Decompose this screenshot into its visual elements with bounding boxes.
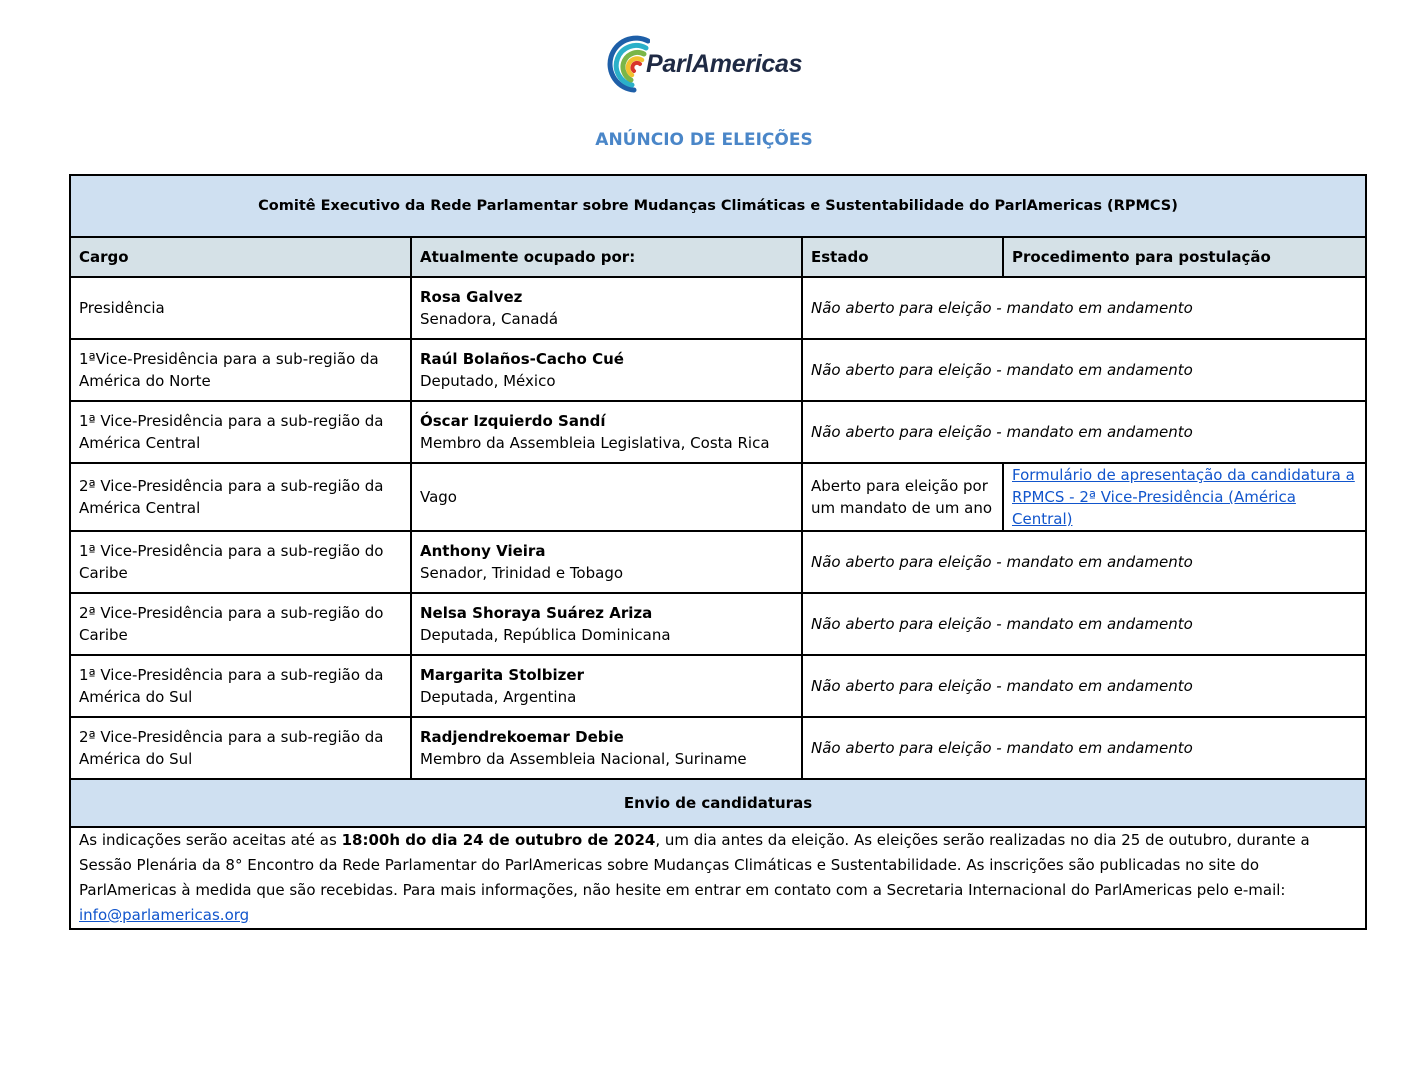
holder-name: Raúl Bolaños-Cacho Cué xyxy=(420,350,624,368)
status-cell: Não aberto para eleição - mandato em andamento xyxy=(802,531,1366,593)
cargo-cell: 1ªVice-Presidência para a sub-região da América do Norte xyxy=(70,339,411,401)
table-row xyxy=(70,717,1366,779)
status-cell: Não aberto para eleição - mandato em andamento xyxy=(802,655,1366,717)
cargo-cell: Presidência xyxy=(70,277,411,339)
holder-name: Anthony Vieira xyxy=(420,542,546,560)
holder-name: Nelsa Shoraya Suárez Ariza xyxy=(420,604,653,622)
table-row xyxy=(70,277,1366,339)
holder-cell xyxy=(411,531,802,593)
table-row xyxy=(70,463,1366,531)
table-row xyxy=(70,531,1366,593)
estado-cell: Aberto para eleição por um mandato de um ano xyxy=(802,463,1003,531)
holder-cell xyxy=(411,655,802,717)
status-cell: Não aberto para eleição - mandato em andamento xyxy=(802,717,1366,779)
submissions-notes xyxy=(70,827,1366,929)
notes-text-2: , um dia antes da eleição. As eleições serão realizadas no dia 25 de outubro, durante a Sessão Plenária da 8° Encontro da Rede Parlamentar do ParlAmericas sobre Mudanças Climáticas e Sustentabilidade. As inscrições são publicadas no site do ParlAmericas à medida que são recebidas. Para mais informações, não hesite em entrar em contato com a Secretaria Internacional do ParlAmericas pelo e-mail: xyxy=(79,831,1310,899)
holder-detail: Deputada, Argentina xyxy=(420,688,577,706)
holder-detail: Deputada, República Dominicana xyxy=(420,626,671,644)
holder-name: Rosa Galvez xyxy=(420,288,523,306)
page-title: ANÚNCIO DE ELEIÇÕES xyxy=(595,130,813,150)
status-cell: Não aberto para eleição - mandato em andamento xyxy=(802,277,1366,339)
cargo-cell: 2ª Vice-Presidência para a sub-região do Caribe xyxy=(70,593,411,655)
holder-detail: Membro da Assembleia Nacional, Suriname xyxy=(420,750,747,768)
table-row xyxy=(70,401,1366,463)
submissions-header-row xyxy=(70,779,1366,827)
header-cargo: Cargo xyxy=(70,237,411,277)
holder-name: Margarita Stolbizer xyxy=(420,666,584,684)
holder-name: Radjendrekoemar Debie xyxy=(420,728,624,746)
notes-text-1: As indicações serão aceitas até as xyxy=(79,831,342,849)
submissions-title: Envio de candidaturas xyxy=(70,779,1366,827)
table-row xyxy=(70,339,1366,401)
holder-cell xyxy=(411,717,802,779)
candidacy-form-link[interactable]: Formulário de apresentação da candidatura a RPMCS - 2ª Vice-Presidência (América Central) xyxy=(1012,466,1355,528)
cargo-cell: 2ª Vice-Presidência para a sub-região da América Central xyxy=(70,463,411,531)
cargo-cell: 2ª Vice-Presidência para a sub-região da América do Sul xyxy=(70,717,411,779)
parlamericas-logo xyxy=(600,32,802,96)
table-row xyxy=(70,593,1366,655)
contact-email-link[interactable]: info@parlamericas.org xyxy=(79,906,250,924)
holder-cell xyxy=(411,277,802,339)
table-caption: Comitê Executivo da Rede Parlamentar sobre Mudanças Climáticas e Sustentabilidade do ParlAmericas (RPMCS) xyxy=(70,175,1366,237)
cargo-cell: 1ª Vice-Presidência para a sub-região da América do Sul xyxy=(70,655,411,717)
table-caption-row xyxy=(70,175,1366,237)
holder-detail: Senador, Trinidad e Tobago xyxy=(420,564,624,582)
holder-cell xyxy=(411,401,802,463)
header-ocupado: Atualmente ocupado por: xyxy=(411,237,802,277)
holder-detail: Membro da Assembleia Legislativa, Costa Rica xyxy=(420,434,770,452)
holder-name: Óscar Izquierdo Sandí xyxy=(420,412,606,430)
holder-cell xyxy=(411,339,802,401)
notes-deadline: 18:00h do dia 24 de outubro de 2024 xyxy=(341,831,656,849)
holder-detail: Senadora, Canadá xyxy=(420,310,559,328)
logo-wordmark: ParlAmericas xyxy=(646,49,803,78)
status-cell: Não aberto para eleição - mandato em andamento xyxy=(802,339,1366,401)
status-cell: Não aberto para eleição - mandato em andamento xyxy=(802,401,1366,463)
holder-detail: Vago xyxy=(420,488,457,506)
procedimento-cell xyxy=(1003,463,1366,531)
status-cell: Não aberto para eleição - mandato em andamento xyxy=(802,593,1366,655)
cargo-cell: 1ª Vice-Presidência para a sub-região da América Central xyxy=(70,401,411,463)
header-procedimento: Procedimento para postulação xyxy=(1003,237,1366,277)
holder-cell xyxy=(411,463,802,531)
submissions-notes-row xyxy=(70,827,1366,929)
holder-detail: Deputado, México xyxy=(420,372,556,390)
table-row xyxy=(70,655,1366,717)
parlamericas-arcs-icon xyxy=(600,33,650,95)
cargo-cell: 1ª Vice-Presidência para a sub-região do Caribe xyxy=(70,531,411,593)
header-estado: Estado xyxy=(802,237,1003,277)
table-header-row xyxy=(70,237,1366,277)
holder-cell xyxy=(411,593,802,655)
elections-table xyxy=(69,174,1367,930)
